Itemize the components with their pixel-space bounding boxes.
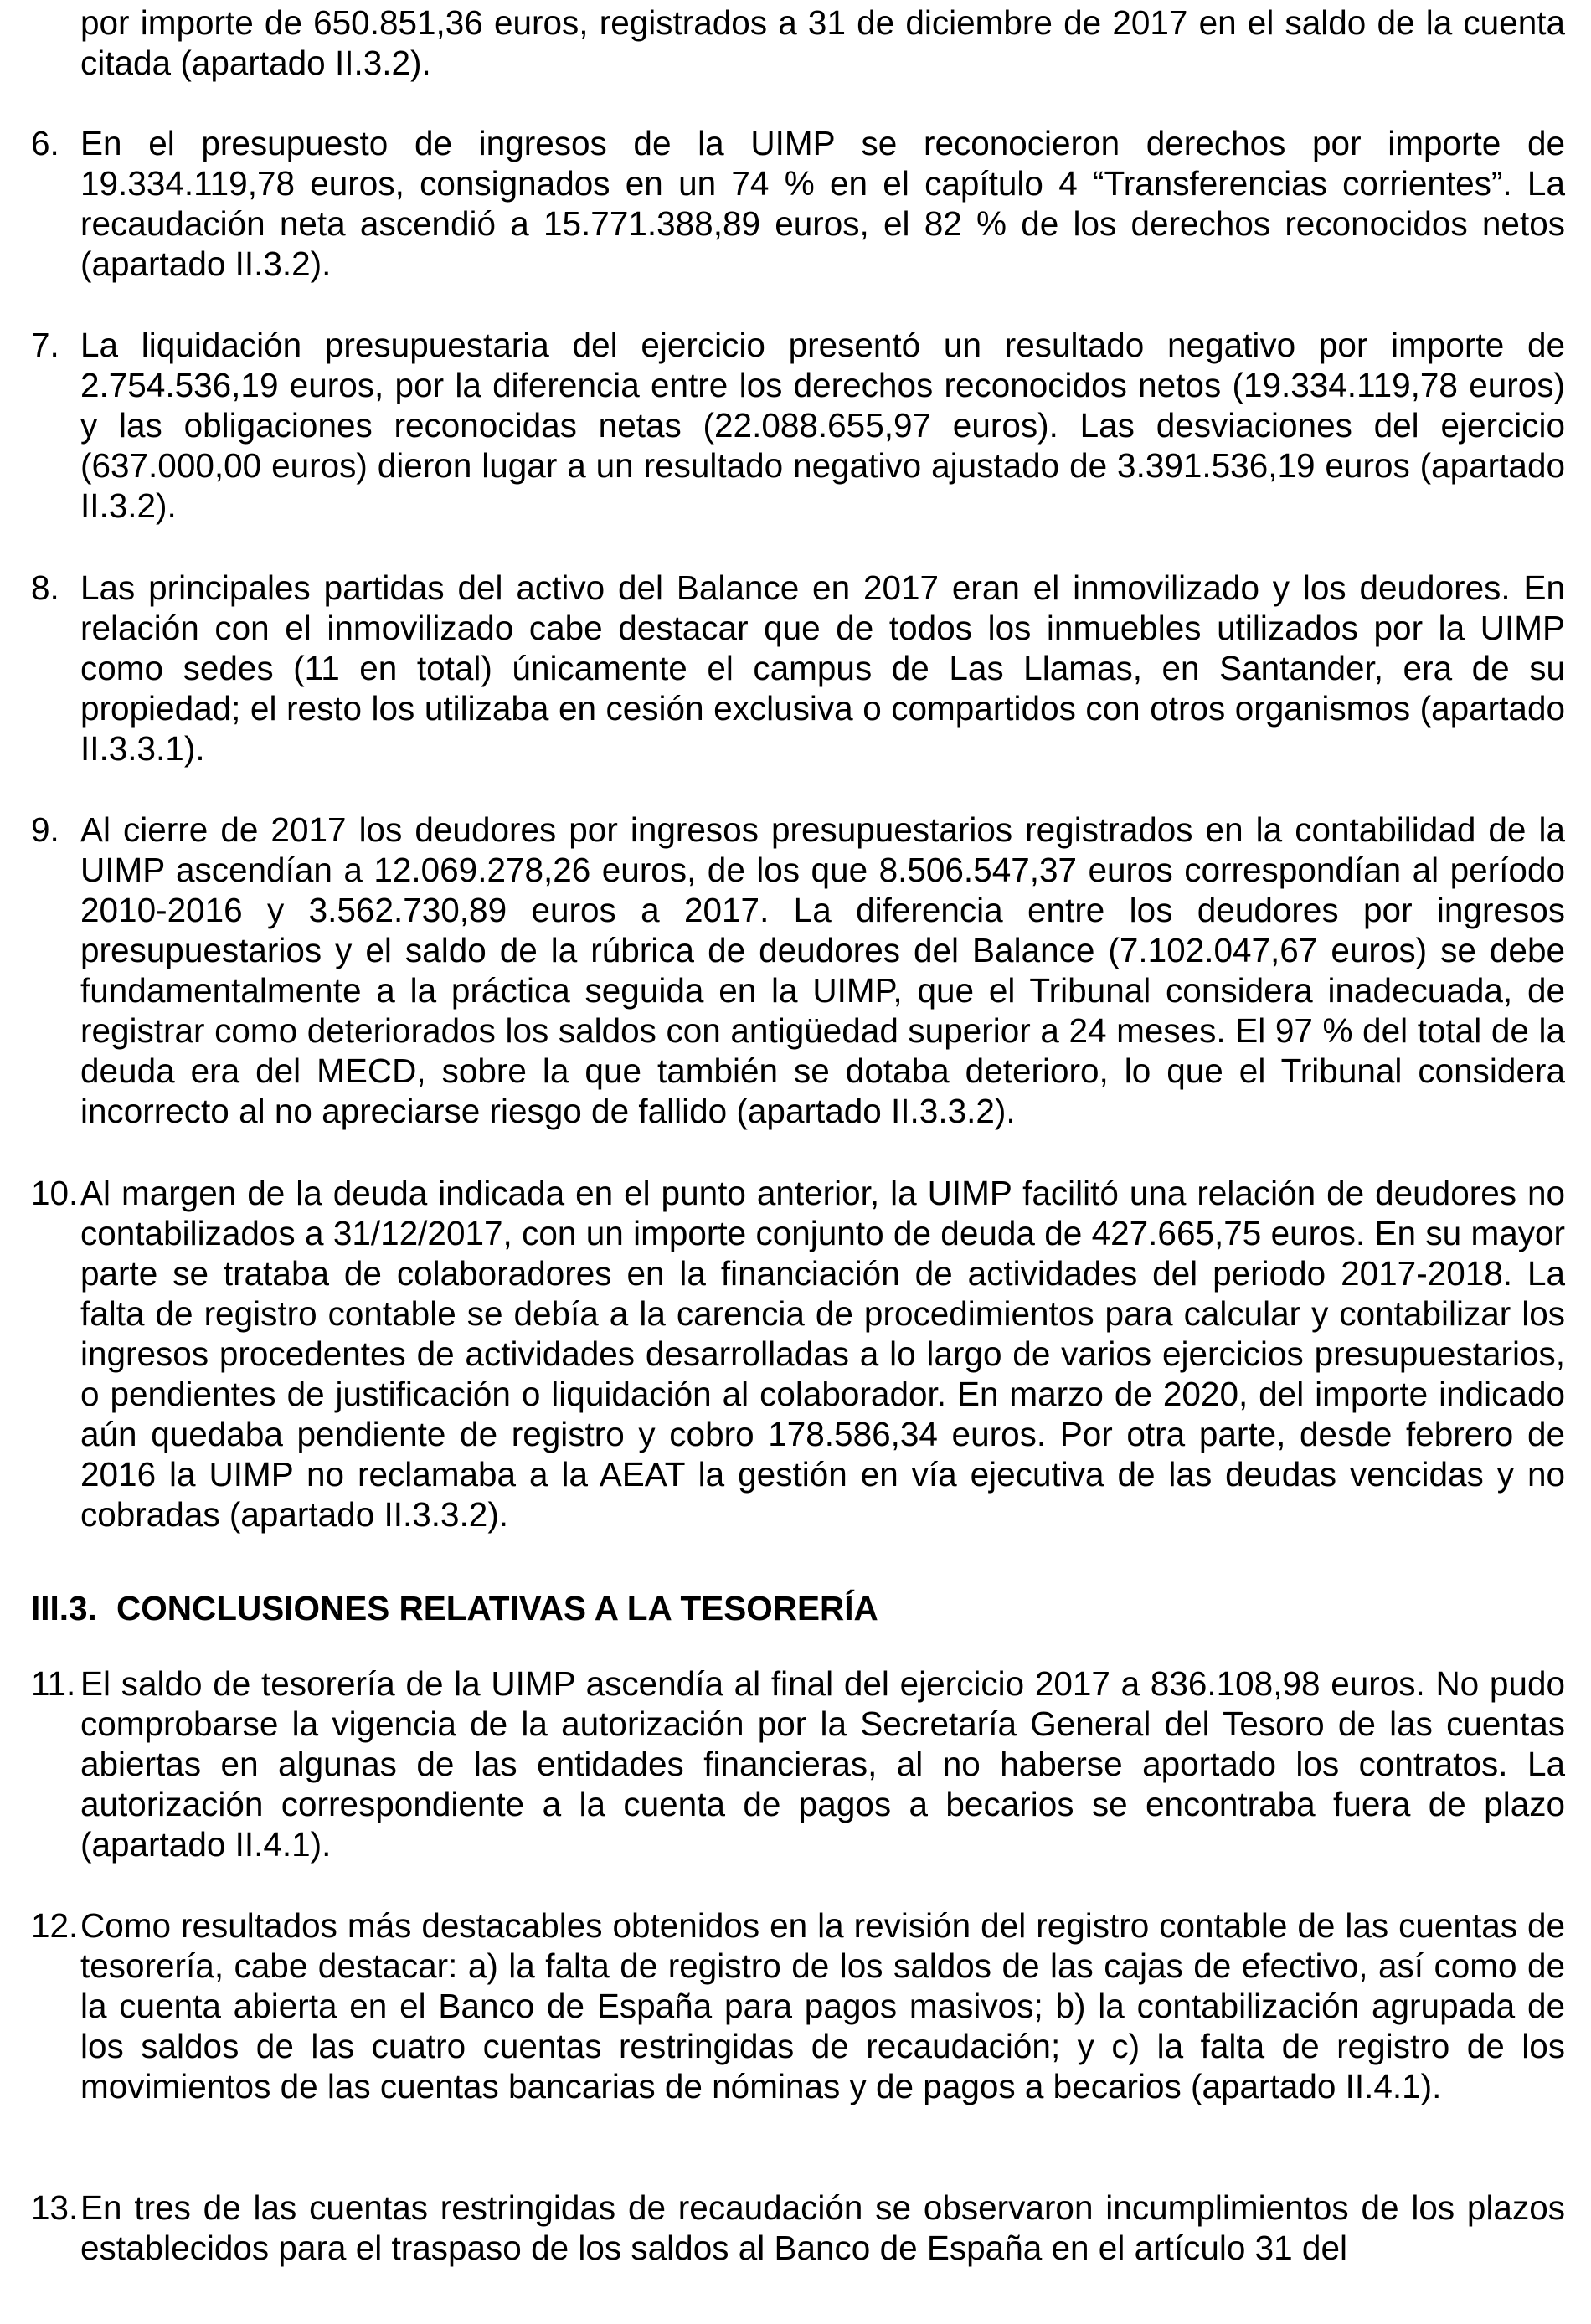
intro-paragraph: por importe de 650.851,36 euros, registrados a 31 de diciembre de 2017 en el saldo de la cuenta citada (apartado II.3.2). xyxy=(80,3,1565,82)
item-number: 6. xyxy=(31,124,59,162)
item-text: Al margen de la deuda indicada en el punto anterior, la UIMP facilitó una relación de deudores no contabilizados a 31/12/2017, con un importe conjunto de deuda de 427.665,75 euros. En su mayor parte se trataba de colaboradores en la financiación de actividades del periodo 2017-2018. La falta de registro contable se debía a la carencia de procedimientos para calcular y contabilizar los ingresos procedentes de actividades desarrolladas a lo largo de varios ejercicios presupuestarios, o pendientes de justificación o liquidación al colaborador. En marzo de 2020, del importe indicado aún quedaba pendiente de registro y cobro 178.586,34 euros. Por otra parte, desde febrero de 2016 la UIMP no reclamaba a la AEAT la gestión en vía ejecutiva de las deudas vencidas y no cobradas (apartado II.3.3.2). xyxy=(80,1174,1565,1534)
item-text: Las principales partidas del activo del Balance en 2017 eran el inmovilizado y los deudores. En relación con el inmovilizado cabe destacar que de todos los inmuebles utilizados por la UIMP como sedes (11 en total) únicamente el campus de Las Llamas, en Santander, era de su propiedad; el resto los utilizaba en cesión exclusiva o compartidos con otros organismos (apartado II.3.3.1). xyxy=(80,568,1565,768)
section-number: III.3. xyxy=(31,1589,97,1627)
item-number: 11. xyxy=(31,1664,76,1703)
item-text: En el presupuesto de ingresos de la UIMP se reconocieron derechos por importe de 19.334.119,78 euros, consignados en un 74 % en el capítulo 4 “Transferencias corrientes”. La recaudación neta ascendió a 15.771.388,89 euros, el 82 % de los derechos reconocidos netos (apartado II.3.2). xyxy=(80,124,1565,283)
item-number: 12. xyxy=(31,1906,79,1945)
item-number: 13. xyxy=(31,2188,79,2227)
item-number: 8. xyxy=(31,568,59,607)
item-number: 7. xyxy=(31,326,59,364)
item-text: La liquidación presupuestaria del ejercicio presentó un resultado negativo por importe de 2.754.536,19 euros, por la diferencia entre los derechos reconocidos netos (19.334.119,78 euros) y las obligaciones reconocidas netas (22.088.655,97 euros). Las desviaciones del ejercicio (637.000,00 euros) dieron lugar a un resultado negativo ajustado de 3.391.536,19 euros (apartado II.3.2). xyxy=(80,326,1565,525)
item-text: Como resultados más destacables obtenidos en la revisión del registro contable de las cuentas de tesorería, cabe destacar: a) la falta de registro de los saldos de las cajas de efectivo, así como de la cuenta abierta en el Banco de España para pagos masivos; b) la contabilización agrupada de los saldos de las cuatro cuentas restringidas de recaudación; y c) la falta de registro de los movimientos de las cuentas bancarias de nóminas y de pagos a becarios (apartado II.4.1). xyxy=(80,1906,1565,2105)
item-text: En tres de las cuentas restringidas de recaudación se observaron incumplimientos de los plazos establecidos para el traspaso de los saldos al Banco de España en el artículo 31 del xyxy=(80,2188,1565,2267)
section-title: CONCLUSIONES RELATIVAS A LA TESORERÍA xyxy=(116,1589,878,1627)
item-number: 10. xyxy=(31,1174,79,1212)
item-text: El saldo de tesorería de la UIMP ascendía al final del ejercicio 2017 a 836.108,98 euros. No pudo comprobarse la vigencia de la autorización por la Secretaría General del Tesoro de las cuentas abiertas en algunas de las entidades financieras, al no haberse aportado los contratos. La autorización correspondiente a la cuenta de pagos a becarios se encontraba fuera de plazo (apartado II.4.1). xyxy=(80,1664,1565,1864)
section-heading xyxy=(31,1588,878,1628)
item-text: Al cierre de 2017 los deudores por ingresos presupuestarios registrados en la contabilidad de la UIMP ascendían a 12.069.278,26 euros, de los que 8.506.547,37 euros correspondían al período 2010-2016 y 3.562.730,89 euros a 2017. La diferencia entre los deudores por ingresos presupuestarios y el saldo de la rúbrica de deudores del Balance (7.102.047,67 euros) se debe fundamentalmente a la práctica seguida en la UIMP, que el Tribunal considera inadecuada, de registrar como deteriorados los saldos con antigüedad superior a 24 meses. El 97 % del total de la deuda era del MECD, sobre la que también se dotaba deterioro, lo que el Tribunal considera incorrecto al no apreciarse riesgo de fallido (apartado II.3.3.2). xyxy=(80,810,1565,1130)
item-number: 9. xyxy=(31,810,59,849)
